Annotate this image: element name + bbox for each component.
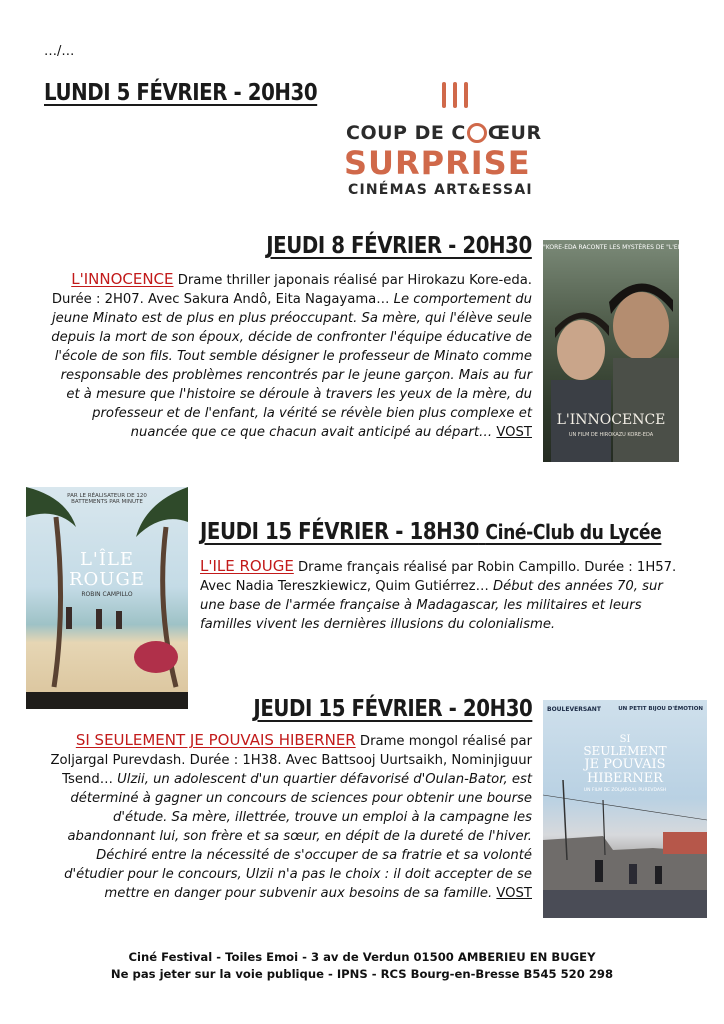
poster-title-line-4: HIBERNER [587,771,663,786]
event-heading-monday: LUNDI 5 FÉVRIER - 20H30 [44,80,318,106]
logo-line-2: SURPRISE [344,144,531,182]
event-heading-feb15-2030: JEUDI 15 FÉVRIER - 20H30 [253,696,532,722]
poster-title-line-1: SI [619,734,631,745]
footer-legal: Ne pas jeter sur la voie publique - IPNS - RCS Bourg-en-Bresse B545 520 298 [110,967,614,981]
poster-tagline: PAR LE RÉALISATEUR DE 120 BATTEMENTS PAR MINUTE [67,493,147,505]
poster-tagline-left: BOULEVERSANT [547,706,601,713]
poster-tagline-right: UN PETIT BIJOU D'ÉMOTION [618,706,703,712]
continuation-mark: …/… [44,44,75,59]
film-details: Drame français réalisé par Robin Campillo. Durée : 1H57. Avec Nadia Tereszkiewicz, Quim Gutiérrez… [200,560,677,594]
event-heading-text: JEUDI 15 FÉVRIER - 18H30 [200,519,479,545]
poster-title-line-2: ROUGE [69,569,145,590]
film-synopsis: Le comportement du jeune Minato est de plus en plus préoccupant. Sa mère, qui l'élève seule depuis la mort de son époux, décide de confronter l'équipe éducative de l'école de son fils. Tout semble désigner le professeur de Minato comme responsable des problèmes rencontrés par le jeune garçon. Mais au fur et à mesure que l'histoire se déroule à travers les yeux de la mère, du professeur et de l'enfant, la vérité se révèle bien plus complexe et nuancée que ce que chacun avait anticipé au départ… [51,292,532,440]
poster-winter-street-illustration [543,700,707,918]
coup-de-coeur-logo [336,82,542,202]
poster-palm-beach-illustration [26,487,188,709]
poster-title-line-3: JE POUVAIS [584,757,666,772]
film-title: L'INNOCENCE [71,270,174,288]
footer-address: Ciné Festival - Toiles Emoi - 3 av de Verdun 01500 AMBERIEU EN BUGEY [128,950,596,964]
poster-tagline: "KORE-EDA RACONTE LES MYSTÈRES DE "L'ENFANCE" [543,244,705,251]
film-synopsis: Début des années 70, sur une base de l'armée française à Madagascar, les militaires et leurs familles vivent les dernières illusions du colonialisme. [200,579,663,632]
film-details: Drame thriller japonais réalisé par Hirokazu Kore-eda. Durée : 2H07. Avec Sakura Andô, Eita Nagayama… [51,273,532,307]
poster-credit: ROBIN CAMPILLO [81,591,133,598]
event-heading-feb15-1830 [200,519,661,545]
poster-ile-rouge [26,487,188,709]
film-details: Drame mongol réalisé par Zoljargal Purevdash. Durée : 1H38. Avec Battsooj Uurtsaikh, Nominjiguur Tsend… [50,734,532,787]
film-description-hiberner [40,731,532,903]
poster-hiberner [543,700,707,918]
poster-title-line-1: L'ÎLE [79,549,135,570]
film-synopsis: Ulzii, un adolescent d'un quartier défavorisé d'Oulan-Bator, est déterminé à gagner un concours de sciences pour obtenir une bourse d'étude. Sa mère, illettrée, trouve un emploi à la campagne les abandonnant lui, son frère et sa sœur, en dépit de la dureté de l'hiver. Déchiré entre la nécessité de s'occuper de sa fratrie et sa volonté d'étudier pour le concours, Ulzii n'a pas le choix : il doit accepter de se mettre en danger pour subvenir aux besoins de sa famille. [64,772,532,901]
poster-title-line-2: SEULEMENT [583,744,667,758]
cine-club-label: Ciné-Club du Lycée [485,520,662,544]
film-description-innocence [44,270,532,442]
logo-line-1: COUP DE C ŒUR [346,122,542,144]
version-label: VOST [496,425,532,440]
logo-ring-icon [467,123,487,143]
poster-children-illustration [543,240,705,462]
film-title: SI SEULEMENT JE POUVAIS HIBERNER [75,731,356,749]
poster-credit: UN FILM DE ZOLJARGAL PUREVDASH [583,788,667,793]
poster-credit: UN FILM DE HIROKAZU KORE-EDA [568,432,654,438]
poster-title: L'INNOCENCE [556,412,666,428]
version-label: VOST [496,886,532,901]
logo-line-3: CINÉMAS ART&ESSAI [348,182,533,198]
event-heading-feb8: JEUDI 8 FÉVRIER - 20H30 [266,233,532,259]
poster-innocence [543,240,705,462]
film-description-ile-rouge [200,557,686,634]
film-title: L'ILE ROUGE [200,557,294,575]
